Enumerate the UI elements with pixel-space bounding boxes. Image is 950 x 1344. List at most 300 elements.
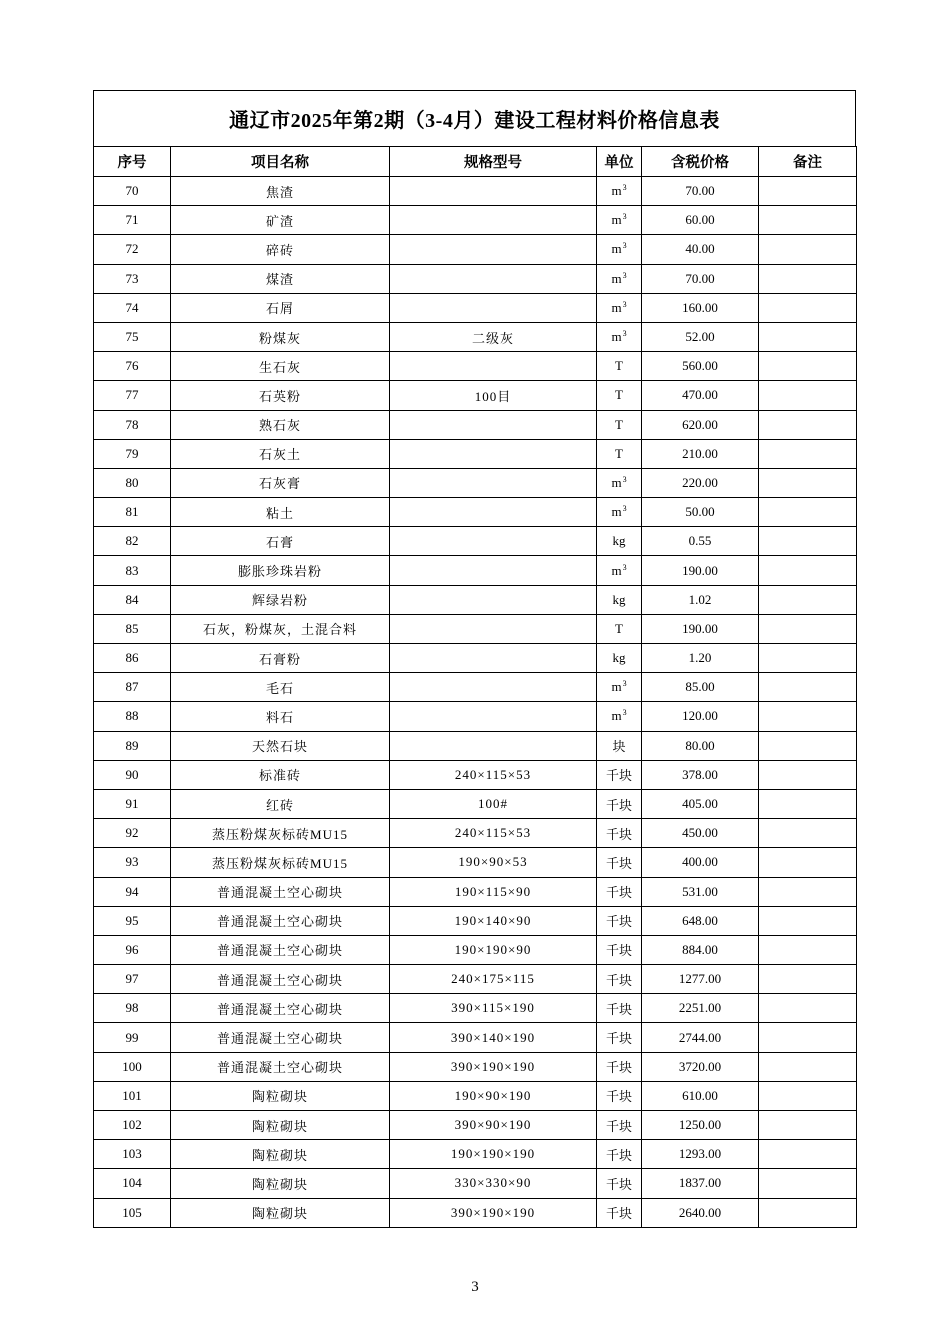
cell-name: 红砖 (171, 789, 390, 818)
cell-unit (597, 1198, 642, 1227)
cell-seq: 104 (94, 1169, 171, 1198)
cell-price: 2640.00 (642, 1198, 759, 1227)
cell-note (759, 381, 857, 410)
cell-spec (390, 235, 597, 264)
cell-seq: 76 (94, 352, 171, 381)
table-row (94, 848, 857, 877)
cell-seq: 87 (94, 673, 171, 702)
cell-note (759, 819, 857, 848)
cell-unit (597, 1081, 642, 1110)
cell-unit (597, 206, 642, 235)
cell-note (759, 498, 857, 527)
cell-price: 378.00 (642, 760, 759, 789)
cell-unit (597, 1023, 642, 1052)
cell-spec: 190×190×190 (390, 1140, 597, 1169)
cell-unit (597, 760, 642, 789)
cell-name: 普通混凝土空心砌块 (171, 906, 390, 935)
table-row (94, 1081, 857, 1110)
cell-seq: 85 (94, 614, 171, 643)
unit-text: m (611, 299, 622, 315)
header-name: 项目名称 (171, 147, 390, 177)
cell-note (759, 556, 857, 585)
cell-name: 天然石块 (171, 731, 390, 760)
cell-price: 884.00 (642, 935, 759, 964)
cell-unit (597, 848, 642, 877)
unit-superscript: 3 (622, 679, 627, 689)
cell-note (759, 1111, 857, 1140)
cell-note (759, 673, 857, 702)
cell-spec (390, 498, 597, 527)
cell-unit (597, 585, 642, 614)
cell-unit (597, 1140, 642, 1169)
cell-name: 陶粒砌块 (171, 1198, 390, 1227)
cell-price: 2744.00 (642, 1023, 759, 1052)
cell-spec: 240×115×53 (390, 760, 597, 789)
cell-seq: 78 (94, 410, 171, 439)
cell-unit (597, 877, 642, 906)
cell-name: 普通混凝土空心砌块 (171, 877, 390, 906)
cell-seq: 86 (94, 644, 171, 673)
cell-name: 料石 (171, 702, 390, 731)
cell-name: 普通混凝土空心砌块 (171, 994, 390, 1023)
cell-seq: 81 (94, 498, 171, 527)
unit-text: T (615, 387, 623, 403)
table-row (94, 1198, 857, 1227)
unit-text: kg (612, 650, 626, 666)
cell-name: 普通混凝土空心砌块 (171, 965, 390, 994)
cell-seq: 97 (94, 965, 171, 994)
cell-price: 450.00 (642, 819, 759, 848)
cell-note (759, 877, 857, 906)
unit-text: 千块 (605, 1060, 632, 1076)
cell-name: 石灰，粉煤灰，土混合料 (171, 614, 390, 643)
header-price: 含税价格 (642, 147, 759, 177)
cell-name: 标准砖 (171, 760, 390, 789)
unit-text: T (615, 416, 623, 432)
cell-price: 60.00 (642, 206, 759, 235)
cell-spec (390, 352, 597, 381)
unit-text: 千块 (605, 1206, 632, 1222)
cell-name: 普通混凝土空心砌块 (171, 935, 390, 964)
cell-spec (390, 264, 597, 293)
cell-price: 40.00 (642, 235, 759, 264)
cell-note (759, 1140, 857, 1169)
unit-text: m (611, 329, 622, 345)
cell-name: 石屑 (171, 293, 390, 322)
cell-price: 50.00 (642, 498, 759, 527)
unit-text: 千块 (605, 943, 632, 959)
cell-price: 1250.00 (642, 1111, 759, 1140)
table-row (94, 352, 857, 381)
cell-note (759, 789, 857, 818)
cell-unit (597, 235, 642, 264)
cell-unit (597, 1052, 642, 1081)
cell-name: 矿渣 (171, 206, 390, 235)
cell-unit (597, 264, 642, 293)
cell-unit (597, 965, 642, 994)
cell-seq: 79 (94, 439, 171, 468)
table-row (94, 468, 857, 497)
cell-name: 石膏 (171, 527, 390, 556)
unit-superscript: 3 (622, 183, 627, 193)
cell-name: 蒸压粉煤灰标砖MU15 (171, 819, 390, 848)
cell-price: 3720.00 (642, 1052, 759, 1081)
cell-seq: 95 (94, 906, 171, 935)
cell-name: 陶粒砌块 (171, 1081, 390, 1110)
cell-name: 石灰膏 (171, 468, 390, 497)
header-spec: 规格型号 (390, 147, 597, 177)
cell-price: 405.00 (642, 789, 759, 818)
price-table (93, 146, 857, 1228)
cell-spec: 二级灰 (390, 322, 597, 351)
cell-unit (597, 644, 642, 673)
cell-price: 190.00 (642, 556, 759, 585)
cell-name: 普通混凝土空心砌块 (171, 1023, 390, 1052)
cell-unit (597, 177, 642, 206)
cell-note (759, 585, 857, 614)
cell-note (759, 1081, 857, 1110)
cell-note (759, 527, 857, 556)
cell-note (759, 293, 857, 322)
cell-spec (390, 468, 597, 497)
cell-note (759, 322, 857, 351)
unit-text: 千块 (605, 914, 632, 930)
unit-text: kg (612, 533, 626, 549)
cell-spec: 330×330×90 (390, 1169, 597, 1198)
cell-price: 220.00 (642, 468, 759, 497)
cell-note (759, 235, 857, 264)
cell-price: 1.20 (642, 644, 759, 673)
unit-text: T (615, 620, 623, 636)
table-row (94, 789, 857, 818)
unit-superscript: 3 (622, 241, 627, 251)
cell-seq: 72 (94, 235, 171, 264)
unit-text: 千块 (605, 797, 632, 813)
cell-name: 陶粒砌块 (171, 1111, 390, 1140)
cell-note (759, 352, 857, 381)
cell-unit (597, 994, 642, 1023)
unit-superscript: 3 (622, 212, 627, 222)
cell-name: 熟石灰 (171, 410, 390, 439)
cell-spec: 190×140×90 (390, 906, 597, 935)
unit-superscript: 3 (622, 270, 627, 280)
cell-unit (597, 498, 642, 527)
cell-spec: 240×115×53 (390, 819, 597, 848)
cell-seq: 94 (94, 877, 171, 906)
table-row (94, 965, 857, 994)
table-row (94, 177, 857, 206)
cell-spec (390, 614, 597, 643)
table-row (94, 760, 857, 789)
cell-note (759, 848, 857, 877)
cell-spec (390, 177, 597, 206)
cell-unit (597, 614, 642, 643)
table-row (94, 731, 857, 760)
unit-text: m (611, 270, 622, 286)
cell-price: 560.00 (642, 352, 759, 381)
cell-spec (390, 673, 597, 702)
page-title: 通辽市2025年第2期（3-4月）建设工程材料价格信息表 (93, 90, 856, 146)
cell-name: 焦渣 (171, 177, 390, 206)
unit-text: 千块 (605, 972, 632, 988)
cell-seq: 101 (94, 1081, 171, 1110)
cell-seq: 92 (94, 819, 171, 848)
cell-price: 648.00 (642, 906, 759, 935)
table-row (94, 556, 857, 585)
cell-note (759, 264, 857, 293)
cell-unit (597, 1111, 642, 1140)
cell-note (759, 994, 857, 1023)
cell-price: 70.00 (642, 264, 759, 293)
cell-note (759, 1023, 857, 1052)
cell-seq: 82 (94, 527, 171, 556)
table-row (94, 994, 857, 1023)
cell-unit (597, 322, 642, 351)
cell-note (759, 935, 857, 964)
cell-price: 1293.00 (642, 1140, 759, 1169)
unit-text: m (611, 708, 622, 724)
header-unit: 单位 (597, 147, 642, 177)
cell-name: 生石灰 (171, 352, 390, 381)
cell-spec: 100目 (390, 381, 597, 410)
unit-text: 千块 (605, 855, 632, 871)
table-row (94, 673, 857, 702)
cell-spec (390, 585, 597, 614)
unit-text: m (611, 504, 622, 520)
cell-name: 粉煤灰 (171, 322, 390, 351)
cell-unit (597, 789, 642, 818)
cell-name: 石灰土 (171, 439, 390, 468)
unit-text: m (611, 679, 622, 695)
cell-spec (390, 556, 597, 585)
table-header-row (94, 147, 857, 177)
unit-superscript: 3 (622, 299, 627, 309)
cell-seq: 70 (94, 177, 171, 206)
cell-price: 160.00 (642, 293, 759, 322)
cell-name: 毛石 (171, 673, 390, 702)
cell-note (759, 1198, 857, 1227)
cell-spec (390, 439, 597, 468)
table-row (94, 1111, 857, 1140)
table-row (94, 877, 857, 906)
cell-price: 0.55 (642, 527, 759, 556)
cell-seq: 99 (94, 1023, 171, 1052)
unit-text: m (611, 474, 622, 490)
cell-name: 普通混凝土空心砌块 (171, 1052, 390, 1081)
cell-price: 190.00 (642, 614, 759, 643)
cell-unit (597, 468, 642, 497)
cell-unit (597, 352, 642, 381)
cell-spec: 190×90×190 (390, 1081, 597, 1110)
unit-text: 千块 (605, 826, 632, 842)
table-row (94, 614, 857, 643)
cell-price: 52.00 (642, 322, 759, 351)
cell-spec: 190×115×90 (390, 877, 597, 906)
cell-name: 蒸压粉煤灰标砖MU15 (171, 848, 390, 877)
cell-spec (390, 206, 597, 235)
cell-seq: 83 (94, 556, 171, 585)
cell-unit (597, 673, 642, 702)
cell-name: 粘土 (171, 498, 390, 527)
cell-seq: 93 (94, 848, 171, 877)
cell-seq: 102 (94, 1111, 171, 1140)
unit-superscript: 3 (622, 562, 627, 572)
cell-seq: 90 (94, 760, 171, 789)
cell-price: 210.00 (642, 439, 759, 468)
table-row (94, 293, 857, 322)
unit-text: T (615, 358, 623, 374)
cell-spec: 390×90×190 (390, 1111, 597, 1140)
cell-seq: 96 (94, 935, 171, 964)
cell-seq: 105 (94, 1198, 171, 1227)
table-row (94, 906, 857, 935)
unit-text: T (615, 445, 623, 461)
table-row (94, 439, 857, 468)
cell-name: 碎砖 (171, 235, 390, 264)
cell-price: 85.00 (642, 673, 759, 702)
cell-price: 120.00 (642, 702, 759, 731)
cell-note (759, 410, 857, 439)
unit-text: 块 (612, 739, 626, 755)
unit-text: 千块 (605, 1147, 632, 1163)
cell-note (759, 731, 857, 760)
cell-unit (597, 731, 642, 760)
cell-name: 煤渣 (171, 264, 390, 293)
cell-spec (390, 702, 597, 731)
cell-unit (597, 1169, 642, 1198)
cell-name: 石膏粉 (171, 644, 390, 673)
cell-unit (597, 439, 642, 468)
header-note: 备注 (759, 147, 857, 177)
cell-spec (390, 527, 597, 556)
header-seq: 序号 (94, 147, 171, 177)
cell-spec: 390×115×190 (390, 994, 597, 1023)
cell-seq: 84 (94, 585, 171, 614)
table-row (94, 381, 857, 410)
cell-unit (597, 819, 642, 848)
cell-name: 石英粉 (171, 381, 390, 410)
cell-note (759, 206, 857, 235)
unit-text: 千块 (605, 1089, 632, 1105)
cell-unit (597, 293, 642, 322)
cell-unit (597, 702, 642, 731)
cell-seq: 71 (94, 206, 171, 235)
cell-spec: 390×190×190 (390, 1052, 597, 1081)
unit-text: 千块 (605, 1118, 632, 1134)
cell-note (759, 644, 857, 673)
cell-seq: 75 (94, 322, 171, 351)
cell-unit (597, 527, 642, 556)
cell-price: 620.00 (642, 410, 759, 439)
unit-superscript: 3 (622, 474, 627, 484)
cell-note (759, 177, 857, 206)
table-row (94, 1140, 857, 1169)
cell-note (759, 702, 857, 731)
table-row (94, 235, 857, 264)
cell-spec (390, 731, 597, 760)
unit-text: m (611, 212, 622, 228)
cell-price: 400.00 (642, 848, 759, 877)
cell-price: 1.02 (642, 585, 759, 614)
table-row (94, 1169, 857, 1198)
cell-unit (597, 381, 642, 410)
table-row (94, 819, 857, 848)
unit-text: 千块 (605, 1031, 632, 1047)
cell-note (759, 1169, 857, 1198)
cell-seq: 80 (94, 468, 171, 497)
unit-superscript: 3 (622, 504, 627, 514)
table-row (94, 1052, 857, 1081)
cell-spec (390, 293, 597, 322)
cell-spec (390, 410, 597, 439)
cell-seq: 89 (94, 731, 171, 760)
unit-text: 千块 (605, 1176, 632, 1192)
cell-seq: 98 (94, 994, 171, 1023)
unit-text: m (611, 562, 622, 578)
cell-price: 1837.00 (642, 1169, 759, 1198)
cell-unit (597, 935, 642, 964)
cell-spec: 190×190×90 (390, 935, 597, 964)
cell-seq: 77 (94, 381, 171, 410)
cell-price: 70.00 (642, 177, 759, 206)
cell-price: 531.00 (642, 877, 759, 906)
cell-seq: 73 (94, 264, 171, 293)
cell-note (759, 1052, 857, 1081)
table-row (94, 498, 857, 527)
cell-note (759, 439, 857, 468)
table-row (94, 322, 857, 351)
cell-name: 陶粒砌块 (171, 1169, 390, 1198)
table-row (94, 1023, 857, 1052)
cell-spec: 390×190×190 (390, 1198, 597, 1227)
unit-superscript: 3 (622, 329, 627, 339)
cell-seq: 74 (94, 293, 171, 322)
table-row (94, 585, 857, 614)
table-row (94, 644, 857, 673)
table-row (94, 264, 857, 293)
cell-spec: 240×175×115 (390, 965, 597, 994)
cell-seq: 100 (94, 1052, 171, 1081)
table-row (94, 206, 857, 235)
cell-price: 470.00 (642, 381, 759, 410)
table-row (94, 410, 857, 439)
cell-seq: 103 (94, 1140, 171, 1169)
table-row (94, 935, 857, 964)
unit-superscript: 3 (622, 708, 627, 718)
cell-name: 辉绿岩粉 (171, 585, 390, 614)
cell-note (759, 614, 857, 643)
unit-text: 千块 (605, 1001, 632, 1017)
cell-price: 610.00 (642, 1081, 759, 1110)
unit-text: m (611, 183, 622, 199)
cell-seq: 88 (94, 702, 171, 731)
cell-price: 1277.00 (642, 965, 759, 994)
cell-note (759, 468, 857, 497)
cell-seq: 91 (94, 789, 171, 818)
cell-unit (597, 410, 642, 439)
cell-note (759, 906, 857, 935)
cell-spec: 100# (390, 789, 597, 818)
table-row (94, 527, 857, 556)
price-sheet (93, 90, 856, 1228)
cell-unit (597, 906, 642, 935)
unit-text: 千块 (605, 885, 632, 901)
cell-spec: 190×90×53 (390, 848, 597, 877)
page-number: 3 (471, 1279, 479, 1295)
cell-name: 膨胀珍珠岩粉 (171, 556, 390, 585)
cell-price: 2251.00 (642, 994, 759, 1023)
cell-note (759, 760, 857, 789)
